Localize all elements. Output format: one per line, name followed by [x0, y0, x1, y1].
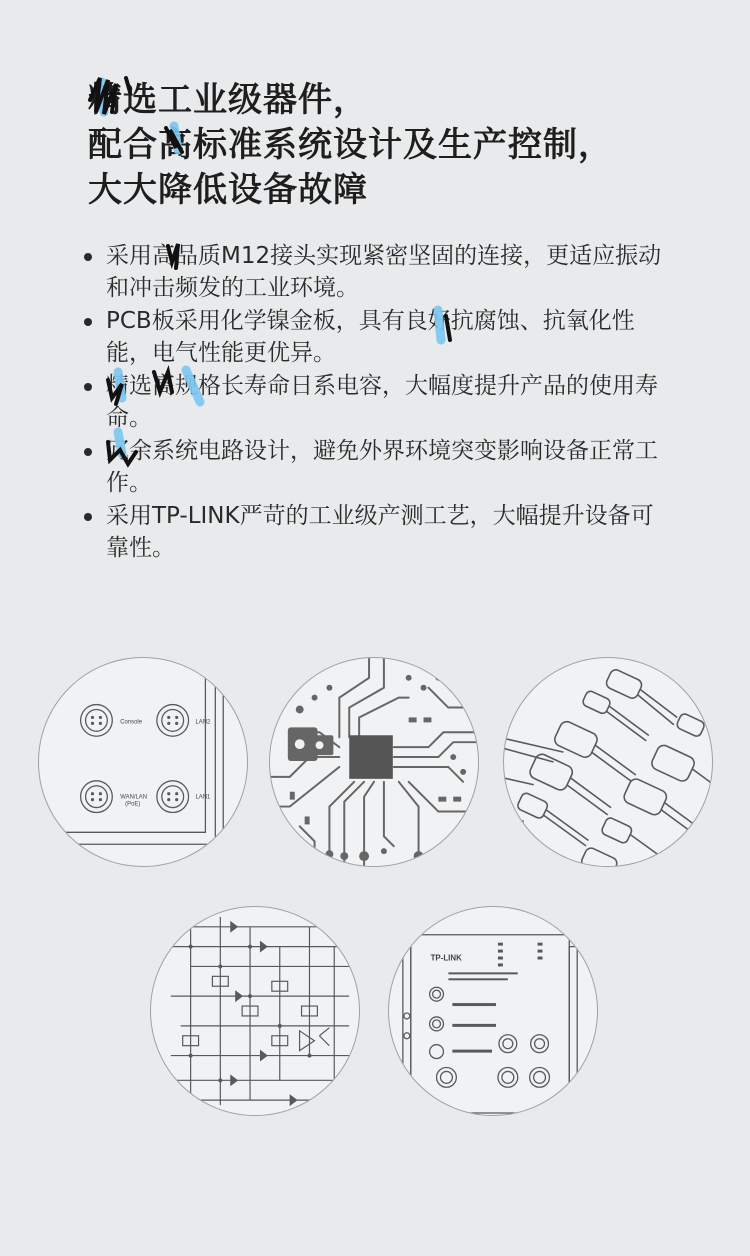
- feature-list: [84, 240, 674, 565]
- chip: [349, 735, 393, 779]
- device-brand-label: TP-LINK: [430, 953, 462, 963]
- bullet-icon: [84, 318, 92, 326]
- section-heading: [88, 78, 613, 213]
- label-poe: (PoE): [125, 801, 141, 808]
- label-console: Console: [120, 719, 143, 726]
- bullet-icon: [84, 448, 92, 456]
- pcb-illustration: [269, 657, 479, 867]
- device-panel-drawing: [389, 907, 597, 1115]
- feature-text: 采用TP-LINK严苛的工业级产测工艺，大幅提升设备可靠性。: [106, 503, 654, 561]
- feature-text: 采用高品质M12接头实现紧密坚固的连接，更适应振动和冲击频发的工业环境。: [106, 243, 662, 301]
- feature-text: 冗余系统电路设计，避免外界环境突变影响设备正常工作。: [106, 438, 658, 496]
- connector-panel-illustration: [38, 657, 248, 867]
- pcb-drawing: [270, 658, 478, 866]
- heading-line-1: 精选工业级器件，: [88, 80, 368, 120]
- feature-item: [84, 500, 674, 564]
- feature-text: PCB板采用化学镍金板，具有良好抗腐蚀、抗氧化性能，电气性能更优异。: [106, 308, 635, 366]
- bullet-icon: [84, 253, 92, 261]
- capacitor-illustration: [503, 657, 713, 867]
- connector-panel-drawing: [39, 658, 247, 866]
- bullet-icon: [84, 383, 92, 391]
- heading-line-2: 配合高标准系统设计及生产控制，: [88, 125, 613, 165]
- label-lan1: LAN1: [195, 794, 211, 801]
- schematic-illustration: [150, 906, 360, 1116]
- feature-item: [84, 370, 674, 434]
- feature-item: [84, 435, 674, 499]
- label-wan-lan: WAN/LAN: [120, 794, 148, 801]
- heading-line-3: 大大降低设备故障: [88, 170, 368, 210]
- feature-item: [84, 305, 674, 369]
- feature-item: [84, 240, 674, 304]
- device-panel-illustration: [388, 906, 598, 1116]
- bullet-icon: [84, 513, 92, 521]
- label-lan2: LAN2: [195, 719, 211, 726]
- capacitor-drawing: [504, 658, 712, 866]
- schematic-drawing: [151, 907, 359, 1115]
- feature-text: 精选高规格长寿命日系电容，大幅度提升产品的使用寿命。: [106, 373, 658, 431]
